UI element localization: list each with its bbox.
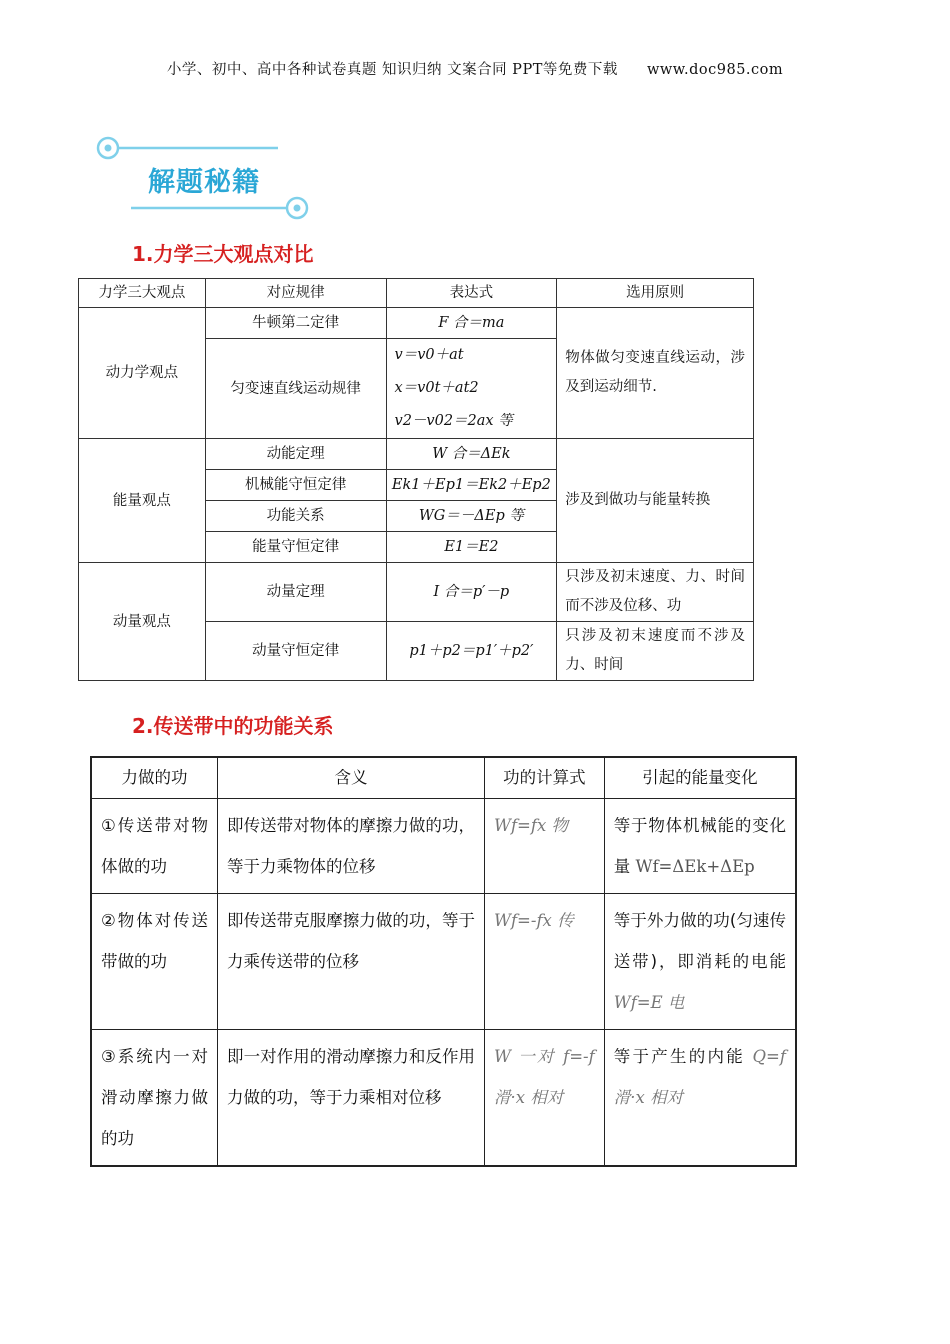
formula-cell: W 一对 f=-f 滑·x 相对: [484, 1030, 604, 1167]
formula-cell: [386, 339, 557, 439]
table1-header-row: [79, 279, 754, 308]
table-row: [79, 563, 754, 622]
force-cell: ②物体对传送带做的功: [91, 894, 218, 1030]
principle-cell: 只涉及初末速度而不涉及力、时间: [557, 622, 754, 681]
energy-change-text: 等于产生的内能: [613, 1047, 753, 1066]
law-cell: 动量定理: [205, 563, 386, 622]
viewpoint-cell: 动量观点: [79, 563, 206, 681]
column-header: 力做的功: [91, 757, 218, 799]
law-cell: 功能关系: [205, 501, 386, 532]
table-row: [91, 1030, 796, 1167]
header-url[interactable]: www.doc985.com: [646, 62, 784, 78]
formula-line: v＝v0＋at: [394, 347, 464, 363]
section2-title: 2.传送带中的功能关系: [132, 714, 334, 738]
column-header: 表达式: [386, 279, 557, 308]
column-header: 引起的能量变化: [604, 757, 796, 799]
law-cell: 匀变速直线运动规律: [205, 339, 386, 439]
formula-cell: Wf=fx 物: [484, 799, 604, 894]
energy-change-text: 等于外力做的功(匀速传送带)，即消耗的电能: [613, 911, 786, 971]
formula-line: v2－v02＝2ax 等: [394, 413, 513, 429]
column-header: 对应规律: [205, 279, 386, 308]
principle-cell: 物体做匀变速直线运动，涉及到运动细节.: [557, 308, 754, 439]
formula-cell: Ek1＋Ep1＝Ek2＋Ep2: [386, 470, 557, 501]
energy-change-cell: [604, 894, 796, 1030]
column-header: 力学三大观点: [79, 279, 206, 308]
formula-cell: W 合＝ΔEk: [386, 439, 557, 470]
formula-cell: p1＋p2＝p1′＋p2′: [386, 622, 557, 681]
energy-change-formula: Q=f 滑·x 相对: [613, 1047, 786, 1107]
meaning-cell: 即传送带对物体的摩擦力做的功，等于力乘物体的位移: [218, 799, 485, 894]
meaning-cell: 即一对作用的滑动摩擦力和反作用力做的功，等于力乘相对位移: [218, 1030, 485, 1167]
column-header: 含义: [218, 757, 485, 799]
principle-cell: 涉及到做功与能量转换: [557, 439, 754, 563]
column-header: 功的计算式: [484, 757, 604, 799]
law-cell: 机械能守恒定律: [205, 470, 386, 501]
section1-title: 1.力学三大观点对比: [132, 242, 314, 266]
formula-cell: I 合＝p′－p: [386, 563, 557, 622]
column-header: 选用原则: [557, 279, 754, 308]
table2-header-row: [91, 757, 796, 799]
formula-cell: WG＝－ΔEp 等: [386, 501, 557, 532]
table-row: [91, 799, 796, 894]
table-row: [79, 308, 754, 339]
viewpoint-cell: 能量观点: [79, 439, 206, 563]
principle-cell: 只涉及初末速度、力、时间而不涉及位移、功: [557, 563, 754, 622]
energy-change-formula: Wf=E 电: [613, 993, 685, 1012]
conveyor-belt-table: [90, 756, 797, 1167]
header-text: 小学、初中、高中各种试卷真题 知识归纳 文案合同 PPT等免费下载: [166, 62, 618, 78]
mechanics-comparison-table: [78, 278, 754, 681]
meaning-cell: 即传送带克服摩擦力做的功，等于力乘传送带的位移: [218, 894, 485, 1030]
table-row: [79, 439, 754, 470]
law-cell: 能量守恒定律: [205, 532, 386, 563]
page-header: [0, 58, 950, 79]
law-cell: 牛顿第二定律: [205, 308, 386, 339]
energy-change-formula: Wf=ΔEk+ΔEp: [635, 857, 755, 876]
force-cell: ③系统内一对滑动摩擦力做的功: [91, 1030, 218, 1167]
banner-title: 解题秘籍: [148, 167, 260, 198]
law-cell: 动能定理: [205, 439, 386, 470]
energy-change-cell: [604, 1030, 796, 1167]
formula-line: x＝v0t＋at2: [394, 380, 479, 396]
formula-cell: F 合＝ma: [386, 308, 557, 339]
table-row: [91, 894, 796, 1030]
force-cell: ①传送带对物体做的功: [91, 799, 218, 894]
energy-change-text: 等于物体机械能的变化量: [613, 816, 786, 876]
formula-cell: Wf=-fx 传: [484, 894, 604, 1030]
energy-change-cell: [604, 799, 796, 894]
viewpoint-cell: 动力学观点: [79, 308, 206, 439]
formula-cell: E1＝E2: [386, 532, 557, 563]
law-cell: 动量守恒定律: [205, 622, 386, 681]
